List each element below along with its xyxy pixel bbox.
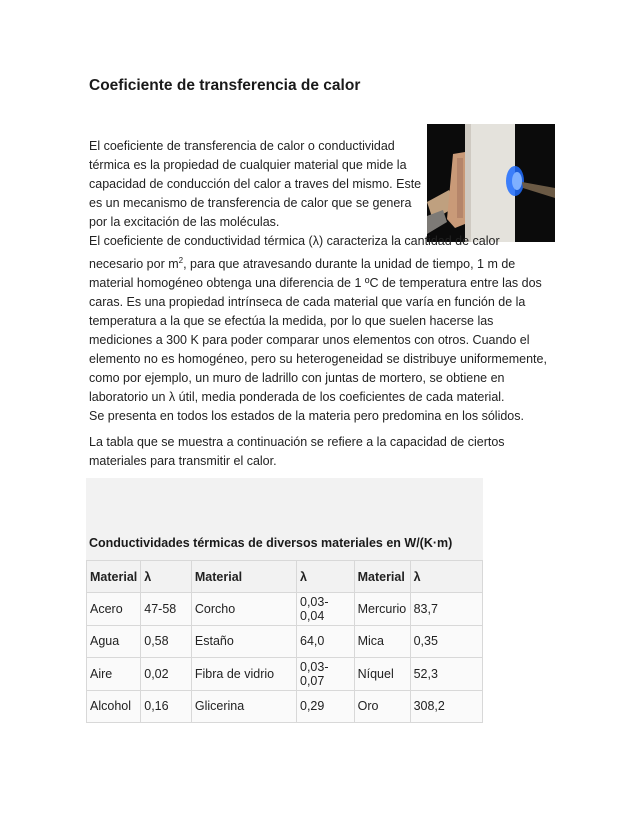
table-cell: Estaño — [191, 625, 296, 657]
table-row — [87, 690, 483, 722]
table-cell: 0,35 — [410, 625, 482, 657]
page-title: Coeficiente de transferencia de calor — [89, 77, 361, 94]
table-cell: 64,0 — [297, 625, 355, 657]
table-cell: 52,3 — [410, 658, 482, 690]
column-header: λ — [141, 561, 192, 593]
table-cell: Mica — [354, 625, 410, 657]
conductivity-table — [86, 560, 483, 723]
column-header: Material — [354, 561, 410, 593]
table-intro-paragraph: La tabla que se muestra a continuación se refiere a la capacidad de ciertos materiales para transmitir el calor. — [89, 435, 505, 468]
table-cell: Oro — [354, 690, 410, 722]
table-cell: 308,2 — [410, 690, 482, 722]
table-cell: Mercurio — [354, 593, 410, 625]
table-cell: Acero — [87, 593, 141, 625]
table-cell: 83,7 — [410, 593, 482, 625]
table-cell: 0,03-0,07 — [297, 658, 355, 690]
table-cell: Alcohol — [87, 690, 141, 722]
table-cell: 0,16 — [141, 690, 192, 722]
superscript-two: 2 — [178, 256, 184, 265]
definition-paragraph — [89, 232, 554, 407]
definition-text-part2: , para que atravesando durante la unidad de tiempo, 1 m de material homogéneo obtenga una diferencia de 1 ºC de temperatura entre las dos caras. Es una propiedad intrínseca de cada material que varía en función de la temperatura a la que se efectúa la medida, por lo que suelen hacerse las mediciones a 300 K para poder comparar unos elementos con otros. Cuando el elemento no es homogéneo, pero su heterogeneidad se distribuye uniformemente, como por ejemplo, un muro de ladrillo con juntas de mortero, se obtiene en laboratorio un λ útil, media ponderada de los coeficientes de cada material. — [89, 257, 547, 405]
table-cell: Níquel — [354, 658, 410, 690]
states-paragraph: Se presenta en todos los estados de la materia pero predomina en los sólidos. — [89, 409, 524, 423]
table-cell: 47-58 — [141, 593, 192, 625]
table-cell: Corcho — [191, 593, 296, 625]
table-caption: Conductividades térmicas de diversos materiales en W/(K·m) — [89, 536, 453, 550]
heat-conduction-photo — [427, 124, 555, 242]
table-cell: 0,29 — [297, 690, 355, 722]
table-row — [87, 658, 483, 690]
column-header: Material — [191, 561, 296, 593]
column-header: λ — [410, 561, 482, 593]
table-cell: 0,02 — [141, 658, 192, 690]
column-header: λ — [297, 561, 355, 593]
table-cell: Aire — [87, 658, 141, 690]
table-cell: Glicerina — [191, 690, 296, 722]
table-cell: 0,58 — [141, 625, 192, 657]
table-cell: 0,03-0,04 — [297, 593, 355, 625]
intro-paragraph: El coeficiente de transferencia de calor o conductividad térmica es la propiedad de cualquier material que mide la capacidad de conducción del calor a traves del mismo. Este es un mecanismo de transferencia de calor que se genera por la excitación de las moléculas. — [89, 139, 422, 229]
table-cell: Fibra de vidrio — [191, 658, 296, 690]
hand-wall-flame-illustration — [427, 124, 555, 242]
table-row — [87, 625, 483, 657]
definition-text-part1: El coeficiente de conductividad térmica (λ) caracteriza la cantidad de calor necesario por m — [89, 234, 500, 272]
table-row — [87, 593, 483, 625]
table-cell: Agua — [87, 625, 141, 657]
column-header: Material — [87, 561, 141, 593]
table-header-row — [87, 561, 483, 593]
